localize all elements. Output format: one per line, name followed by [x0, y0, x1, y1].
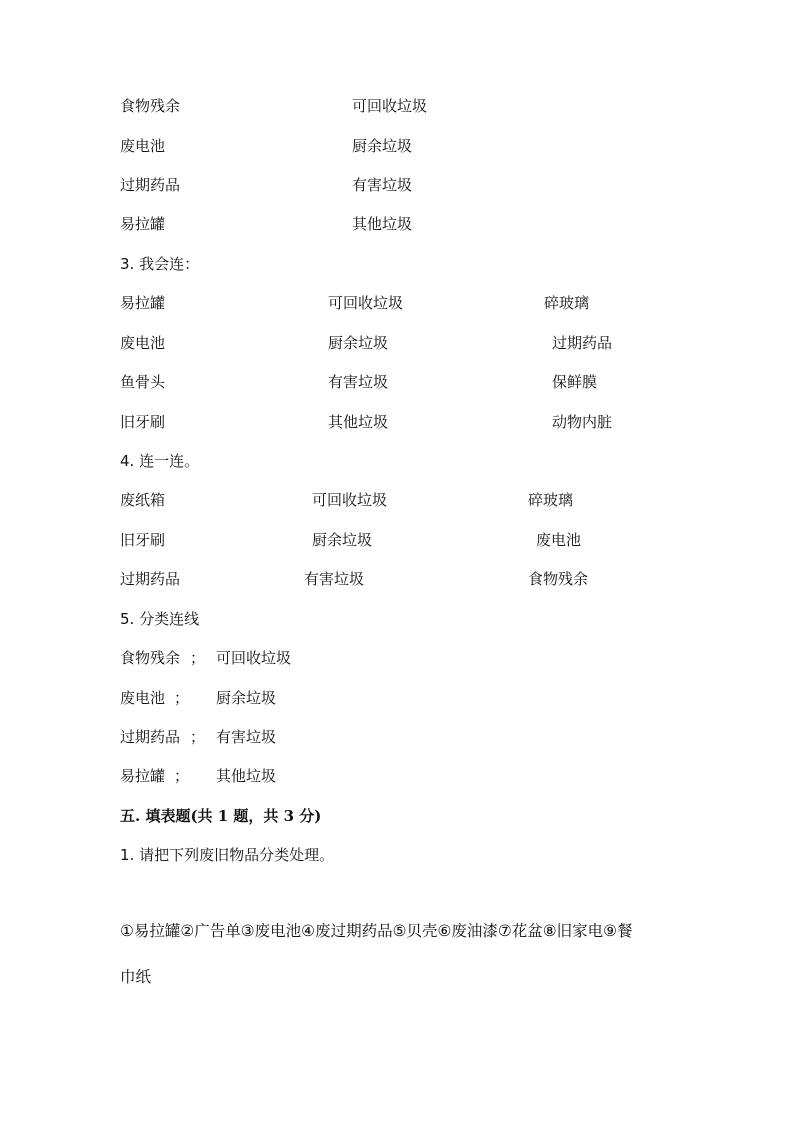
q5-separator: ； — [174, 689, 190, 707]
q5-separator: ； — [174, 767, 190, 785]
q2-left-item: 食物残余 — [120, 97, 181, 115]
q4-left-item: 废纸箱 — [120, 491, 166, 509]
q5-right-item: 可回收垃圾 — [216, 649, 292, 667]
item-list-line-2: 巾纸 — [120, 968, 152, 986]
q4-right-item: 废电池 — [536, 531, 582, 549]
q4-mid-item: 有害垃圾 — [304, 570, 365, 588]
q4-right-item: 碎玻璃 — [528, 491, 574, 509]
q5-separator: ； — [190, 649, 206, 667]
q4-right-item: 食物残余 — [528, 570, 589, 588]
q4-left-item: 旧牙刷 — [120, 531, 166, 549]
q3-mid-item: 可回收垃圾 — [328, 294, 404, 312]
q3-right-item: 保鲜膜 — [552, 373, 598, 391]
q5-left-item: 易拉罐 — [120, 767, 166, 785]
q3-mid-item: 厨余垃圾 — [328, 334, 389, 352]
q3-mid-item: 有害垃圾 — [328, 373, 389, 391]
q5-left-item: 过期药品 — [120, 728, 181, 746]
q4-mid-item: 可回收垃圾 — [312, 491, 388, 509]
q3-right-item: 动物内脏 — [552, 413, 613, 431]
q2-left-item: 过期药品 — [120, 176, 181, 194]
q5-right-item: 厨余垃圾 — [216, 689, 277, 707]
q4-mid-item: 厨余垃圾 — [312, 531, 373, 549]
section-heading: 五. 填表题(共 1 题，共 3 分) — [120, 807, 322, 825]
q5-right-item: 其他垃圾 — [216, 767, 277, 785]
q5-separator: ； — [190, 728, 206, 746]
q2-left-item: 废电池 — [120, 137, 166, 155]
q3-left-item: 废电池 — [120, 334, 166, 352]
q2-right-item: 其他垃圾 — [352, 215, 413, 233]
q5-right-item: 有害垃圾 — [216, 728, 277, 746]
q3-right-item: 过期药品 — [552, 334, 613, 352]
q2-left-item: 易拉罐 — [120, 215, 166, 233]
q5-left-item: 食物残余 — [120, 649, 181, 667]
q3-title: 3. 我会连： — [120, 255, 200, 273]
q4-title: 4. 连一连。 — [120, 452, 200, 470]
q3-left-item: 鱼骨头 — [120, 373, 166, 391]
q3-left-item: 旧牙刷 — [120, 413, 166, 431]
item-list-line-1: ①易拉罐②广告单③废电池④废过期药品⑤贝壳⑥废油漆⑦花盆⑧旧家电⑨餐 — [120, 922, 633, 940]
q5-title: 5. 分类连线 — [120, 610, 200, 628]
q3-left-item: 易拉罐 — [120, 294, 166, 312]
q2-right-item: 厨余垃圾 — [352, 137, 413, 155]
q4-left-item: 过期药品 — [120, 570, 181, 588]
q2-right-item: 可回收垃圾 — [352, 97, 428, 115]
question-title: 1. 请把下列废旧物品分类处理。 — [120, 846, 335, 864]
q5-left-item: 废电池 — [120, 689, 166, 707]
q3-mid-item: 其他垃圾 — [328, 413, 389, 431]
q3-right-item: 碎玻璃 — [544, 294, 590, 312]
q2-right-item: 有害垃圾 — [352, 176, 413, 194]
